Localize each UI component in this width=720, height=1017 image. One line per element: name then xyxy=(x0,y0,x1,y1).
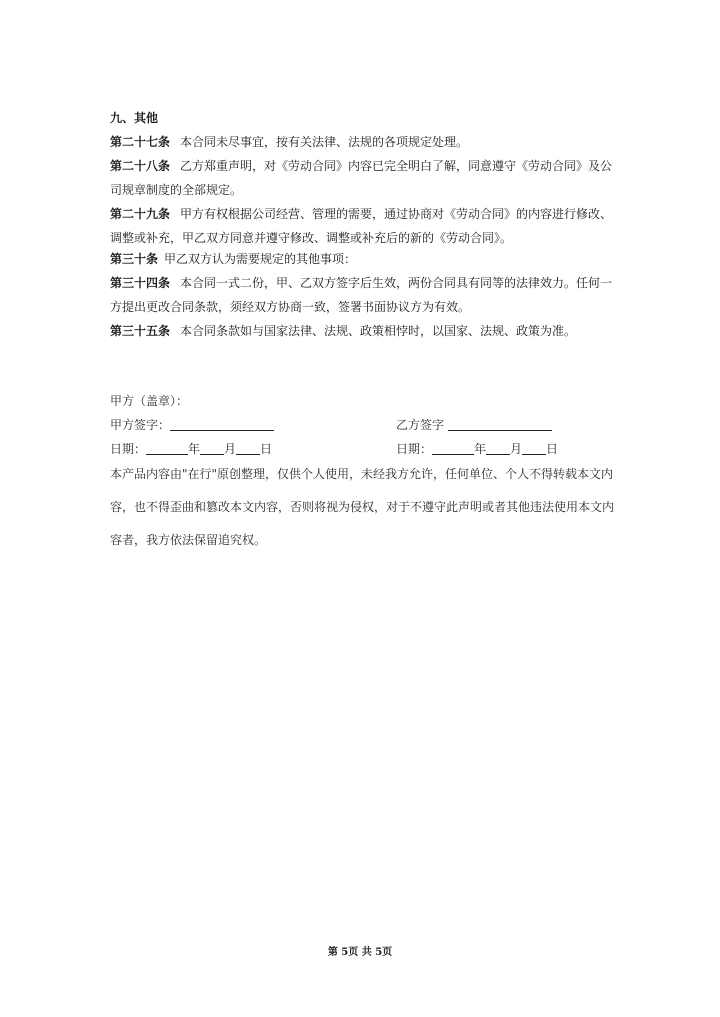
party-a-sign-row xyxy=(110,416,274,433)
article-34 xyxy=(110,275,612,291)
party-b-sign-row xyxy=(396,416,552,433)
article-label: 第三十五条 xyxy=(110,324,171,338)
year-label: 年 xyxy=(474,442,487,456)
article-29 xyxy=(110,206,612,222)
party-b-date-row xyxy=(396,440,558,457)
article-28-cont: 司规章制度的全部规定。 xyxy=(110,183,243,197)
day-label: 日 xyxy=(260,442,273,456)
party-b-sign-field[interactable] xyxy=(448,418,552,431)
article-text: 本合同条款如与国家法律、法规、政策相悖时，以国家、法规、政策为准。 xyxy=(180,324,577,338)
month-label: 月 xyxy=(510,442,523,456)
article-27 xyxy=(110,134,468,150)
date-label: 日期： xyxy=(396,442,433,456)
article-35 xyxy=(110,323,576,339)
article-label: 第二十七条 xyxy=(110,135,171,149)
month-field[interactable] xyxy=(200,442,224,455)
disclaimer-line: 容，也不得歪曲和篡改本文内容，否则将视为侵权，对于不遵守此声明或者其他违法使用本文内 xyxy=(110,500,615,514)
page-number-footer: 第 5页 共 5页 xyxy=(327,947,393,958)
date-label: 日期： xyxy=(110,442,147,456)
article-30 xyxy=(110,251,356,267)
day-field[interactable] xyxy=(522,442,546,455)
article-text: 甲方有权根据公司经营、管理的需要，通过协商对《劳动合同》的内容进行修改、 xyxy=(180,207,613,221)
day-label: 日 xyxy=(546,442,559,456)
disclaimer-line: 容者，我方依法保留追究权。 xyxy=(110,533,267,547)
article-label: 第三十条 xyxy=(110,252,159,266)
party-a-seal-label: 甲方（盖章）： xyxy=(110,394,189,408)
party-b-sign-label: 乙方签字 xyxy=(396,418,445,432)
month-label: 月 xyxy=(224,442,237,456)
article-label: 第三十四条 xyxy=(110,276,171,290)
year-label: 年 xyxy=(188,442,201,456)
article-text: 本合同一式二份，甲、乙双方签字后生效，两份合同具有同等的法律效力。任何一 xyxy=(180,276,613,290)
year-field[interactable] xyxy=(432,442,474,455)
party-a-sign-label: 甲方签字： xyxy=(110,418,171,432)
disclaimer-line: 本产品内容由"在行"原创整理，仅供个人使用，未经我方允许，任何单位、个人不得转载本文内 xyxy=(110,467,614,481)
party-a-date-row xyxy=(110,440,272,457)
article-label: 第二十八条 xyxy=(110,159,171,173)
month-field[interactable] xyxy=(486,442,510,455)
party-a-sign-field[interactable] xyxy=(170,418,274,431)
article-34-cont: 方提出更改合同条款，须经双方协商一致，签署书面协议方为有效。 xyxy=(110,300,471,314)
article-label: 第二十九条 xyxy=(110,207,171,221)
article-text: 甲乙双方认为需要规定的其他事项： xyxy=(164,252,357,266)
article-28 xyxy=(110,158,612,174)
article-text: 本合同未尽事宜，按有关法律、法规的各项规定处理。 xyxy=(180,135,469,149)
article-29-cont: 调整或补充，甲乙双方同意并遵守修改、调整或补充后的新的《劳动合同》。 xyxy=(110,231,513,245)
article-text: 乙方郑重声明，对《劳动合同》内容已完全明白了解，同意遵守《劳动合同》及公 xyxy=(180,159,613,173)
year-field[interactable] xyxy=(146,442,188,455)
section-heading: 九、其他 xyxy=(110,111,159,125)
day-field[interactable] xyxy=(236,442,260,455)
